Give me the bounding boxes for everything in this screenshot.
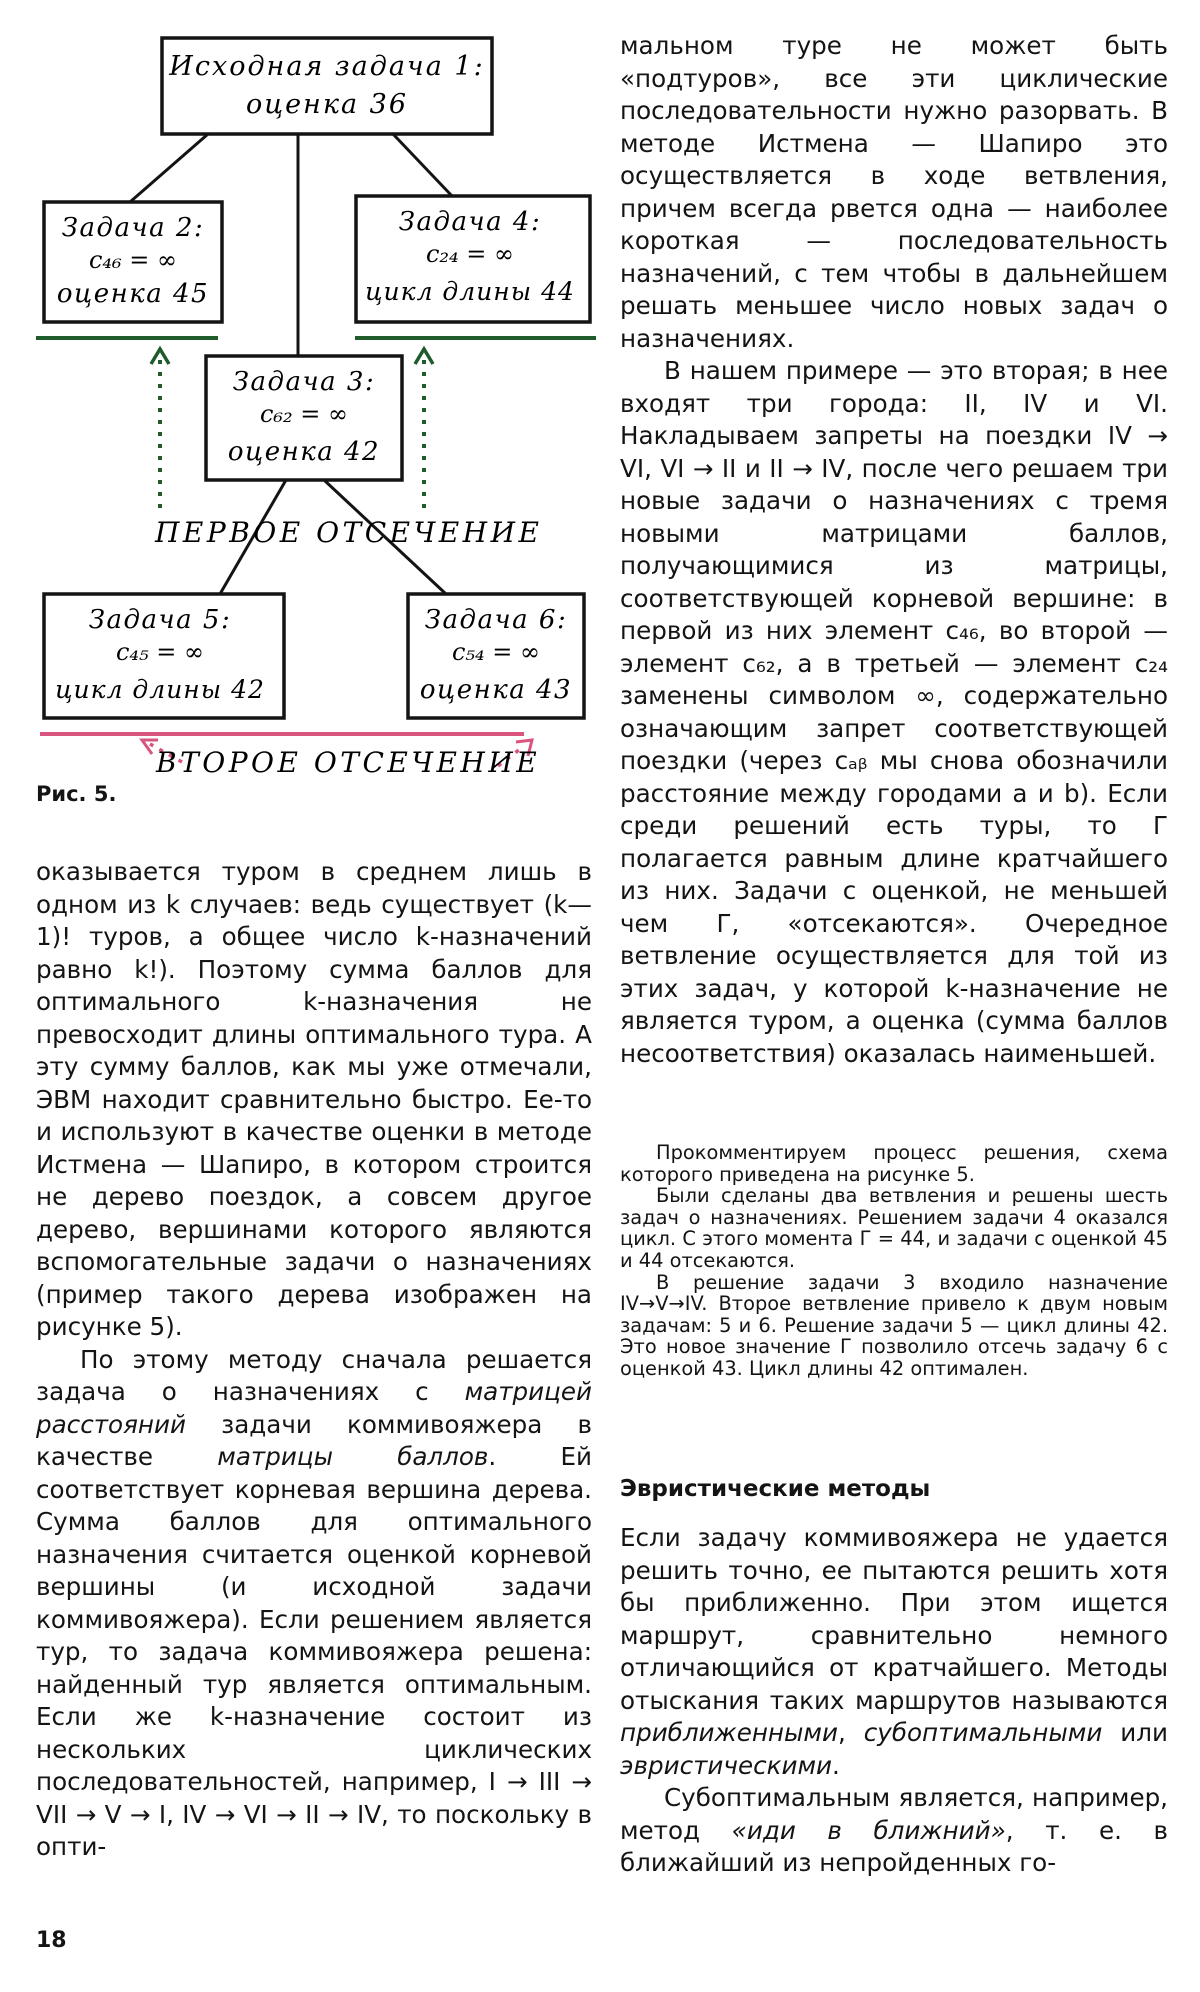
task-1-box bbox=[162, 38, 492, 134]
task-2-box bbox=[44, 202, 222, 322]
figure-caption: Рис. 5. bbox=[36, 782, 117, 806]
task-5-condition: c₄₅ = ∞ bbox=[115, 638, 205, 666]
note-3: В решение задачи 3 входило назначение IV→V→IV. Второе ветвление привело к двум новым задачам: 5 и 6. Решение задачи 5 — цикл длины 42. Это новое значение Г позволило отсечь задачу 6 с оценкой 43. Цикл длины 42 оптимален. bbox=[620, 1270, 1168, 1380]
task-5-estimate: цикл длины 42 bbox=[55, 675, 265, 704]
task-3-condition: c₆₂ = ∞ bbox=[259, 400, 349, 428]
figure-notes bbox=[620, 1142, 1168, 1380]
task-1-estimate: оценка 36 bbox=[245, 89, 409, 120]
right-paragraph-1: мальном туре не может быть «подтуров», все эти циклические последовательности нужно разорвать. В методе Истмена — Шапиро это осуществляется в ходе ветвления, причем всегда рвется одна — наиболее короткая — последовательность назначений, с тем чтобы в дальнейшем решать меньшее число новых задач о назначениях. bbox=[620, 31, 1168, 353]
task-2-condition: c₄₆ = ∞ bbox=[88, 246, 178, 274]
tree-diagram bbox=[0, 0, 600, 780]
right-paragraph-2: В нашем примере — это вторая; в нее входят три города: II, IV и VI. Накладываем запреты на поездки IV → VI, VI → II и II → IV, после чего решаем три новые задачи о назначениях с тремя новыми матрицами баллов, получающимися из матрицы, соответствующей корневой вершине: в первой из них элемент c₄₆, во второй — элемент c₆₂, а в третьей — элемент c₂₄ заменены символом ∞, содержательно означающим запрет соответствующей поездки (через cₐᵦ мы снова обозначили расстояние между городами a и b). Если среди решений есть туры, то Г полагается равным длине кратчайшего из них. Задачи с оценкой, не меньшей чем Г, «отсекаются». Очередное ветвление осуществляется для той из этих задач, у которой k-назначение не является туром, а оценка (сумма баллов несоответствия) оказалась наименьшей. bbox=[620, 356, 1168, 1068]
right-column-top bbox=[620, 30, 1168, 1070]
task-5-title: Задача 5: bbox=[88, 605, 232, 635]
page-number: 18 bbox=[36, 1928, 67, 1953]
task-6-box bbox=[408, 594, 584, 718]
section-paragraph-2: Субоптимальным является, например, метод «иди в ближний», т. е. в ближайший из непройденных го- bbox=[620, 1783, 1168, 1877]
task-2-title: Задача 2: bbox=[61, 213, 205, 243]
task-3-box bbox=[206, 356, 402, 480]
left-column bbox=[36, 856, 592, 1864]
task-6-estimate: оценка 43 bbox=[419, 675, 573, 705]
task-6-title: Задача 6: bbox=[424, 605, 568, 635]
task-1-title: Исходная задача 1: bbox=[169, 51, 485, 82]
task-4-estimate: цикл длины 44 bbox=[365, 277, 575, 306]
task-6-condition: c₅₄ = ∞ bbox=[451, 638, 541, 666]
task-3-estimate: оценка 42 bbox=[227, 437, 381, 467]
task-4-title: Задача 4: bbox=[398, 207, 542, 237]
task-3-title: Задача 3: bbox=[232, 367, 376, 397]
task-4-box bbox=[356, 196, 590, 322]
left-paragraph-2: По этому методу сначала решается задача о назначениях с матрицей расстояний задачи коммивояжера в качестве матрицы баллов. Ей соответствует корневая вершина дерева. Сумма баллов для оптимального назначения считается оценкой корневой вершины (и исходной задачи коммивояжера). Если решением является тур, то задача коммивояжера решена: найденный тур является оптимальным. Если же k-назначение состоит из нескольких циклических последовательностей, например, I → III → VII → V → I, IV → VI → II → IV, то поскольку в опти- bbox=[36, 1344, 592, 1861]
note-1: Прокомментируем процесс решения, схема которого приведена на рисунке 5. bbox=[620, 1141, 1168, 1186]
task-5-box bbox=[44, 594, 284, 718]
task-2-estimate: оценка 45 bbox=[56, 279, 210, 309]
task-4-condition: c₂₄ = ∞ bbox=[425, 240, 515, 268]
left-paragraph-1: оказывается туром в среднем лишь в одном из k случаев: ведь существует (k—1)! туров, а общее число k-назначений равно k!). Поэтому сумма баллов для оптимального k-назначения не превосходит длины оптимального тура. А эту сумму баллов, как мы уже отмечали, ЭВМ находит сравнительно быстро. Ее-то и используют в качестве оценки в методе Истмена — Шапиро, в котором строится не дерево поездок, а совсем другое дерево, вершинами которого являются вспомогательные задачи о назначениях (пример такого дерева изображен на рисунке 5). bbox=[36, 857, 592, 1341]
section-paragraph-1: Если задачу коммивояжера не удается решить точно, ее пытаются решить хотя бы приближенно. При этом ищется маршрут, сравнительно немного отличающийся от кратчайшего. Методы отыскания таких маршрутов называются приближенными, субоптимальными или эвристическими. bbox=[620, 1523, 1168, 1780]
right-column-bottom bbox=[620, 1522, 1168, 1880]
section-heading: Эвристические методы bbox=[620, 1476, 931, 1502]
first-cut-label: ПЕРВОЕ ОТСЕЧЕНИЕ bbox=[155, 516, 543, 549]
note-2: Были сделаны два ветвления и решены шесть задач о назначениях. Решением задачи 4 оказался цикл. С этого момента Г = 44, и задачи с оценкой 45 и 44 отсекаются. bbox=[620, 1184, 1168, 1272]
second-cut-label: ВТОРОЕ ОТСЕЧЕНИЕ bbox=[156, 746, 541, 779]
